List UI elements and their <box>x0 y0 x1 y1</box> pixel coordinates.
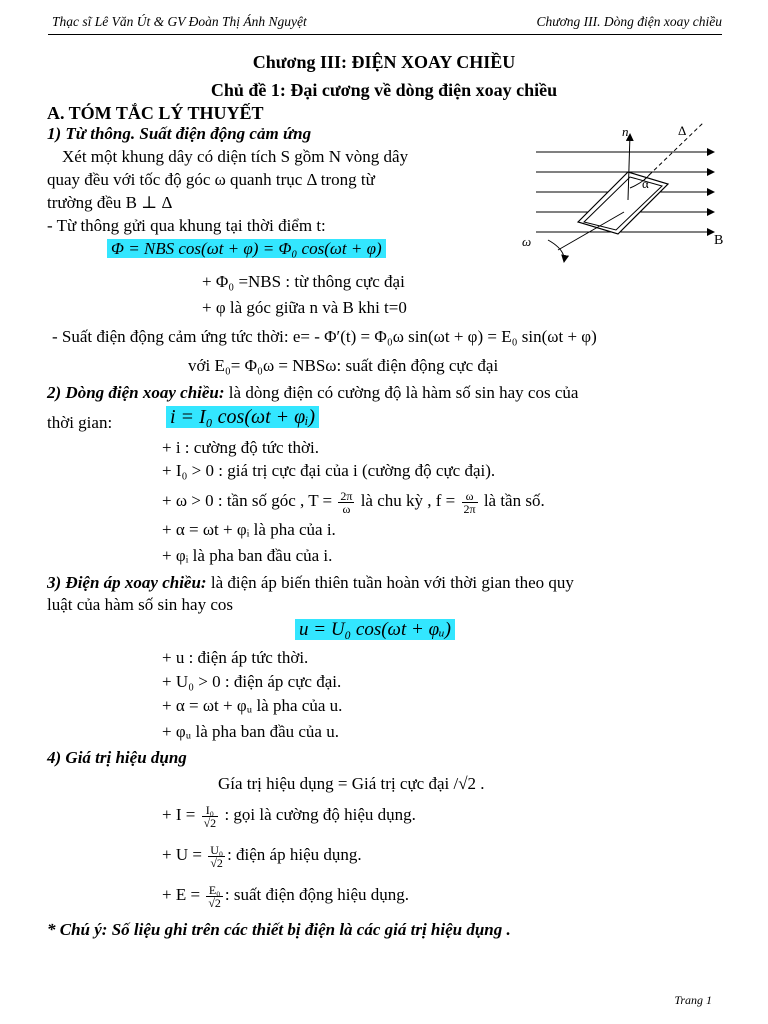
section-3-text-2: luật của hàm số sin hay cos <box>47 595 234 614</box>
section-3-text-1: là điện áp biến thiên tuần hoàn với thời gian theo quy <box>206 573 574 592</box>
flux-formula-text: Φ = NBS cos(ωt + φ) = Φ₀ cos(ωt + φ) <box>107 239 386 258</box>
s1-paragraph-line-3: trường đều B ⊥ Δ <box>47 193 173 212</box>
flux-max-bullet: + Φ₀ =NBS : từ thông cực đại <box>202 272 405 291</box>
current-formula <box>166 404 319 430</box>
rotating-coil-diagram <box>518 122 730 270</box>
s2-bullet-5: + φᵢ là pha ban đầu của i. <box>162 546 333 565</box>
frequency-denominator: 2π <box>463 501 476 516</box>
frequency-numerator: ω <box>462 490 478 503</box>
s2-bullet-3-c: là tần số. <box>479 491 545 510</box>
diagram-label-n: n <box>622 124 629 139</box>
diagram-label-B: B <box>714 233 724 248</box>
s4-bullet-1 <box>162 800 416 830</box>
s1-paragraph-line-2: quay đều với tốc độ góc ω quanh trục Δ trong từ <box>47 170 375 189</box>
emf-instant-line: - Suất điện động cảm ứng tức thời: e= - Φ′(t) = Φ₀ω sin(ωt + φ) = E₀ sin(ωt + φ) <box>52 327 597 346</box>
period-denominator: ω <box>342 501 351 516</box>
flux-formula <box>107 238 386 260</box>
diagram-label-omega: ω <box>522 234 532 249</box>
rms-rule: Gía trị hiệu dụng = Giá trị cực đại /√2 . <box>218 774 485 793</box>
s4-bullet-2-a: + U = <box>162 845 207 864</box>
s3-bullet-2: + U₀ > 0 : điện áp cực đại. <box>162 672 342 691</box>
diagram-label-alpha: α <box>642 176 649 191</box>
s4-bullet-3-a: + E = <box>162 885 205 904</box>
rms-voltage-denominator: √2 <box>210 855 223 870</box>
rms-current-fraction <box>202 804 219 829</box>
s4-bullet-2 <box>162 840 362 870</box>
page-number: Trang 1 <box>674 993 712 1007</box>
s3-bullet-4: + φᵤ là pha ban đầu của u. <box>162 722 339 741</box>
period-numerator: 2π <box>340 488 353 503</box>
s2-bullet-4: + α = ωt + φᵢ là pha của i. <box>162 520 336 539</box>
section-3-line-1 <box>47 573 574 593</box>
s2-bullet-3 <box>162 488 545 515</box>
s1-paragraph-line-1: Xét một khung dây có diện tích S gồm N vòng dây <box>62 147 409 166</box>
s3-bullet-3: + α = ωt + φᵤ là pha của u. <box>162 696 343 715</box>
header-chapter: Chương III. Dòng điện xoay chiều <box>536 14 722 29</box>
rms-voltage-fraction <box>208 844 225 869</box>
topic-title: Chủ đề 1: Đại cương về dòng điện xoay chiều <box>210 80 558 100</box>
s2-bullet-3-a: + ω > 0 : tần số góc , T = <box>162 491 337 510</box>
s4-bullet-2-b: : điện áp hiệu dụng. <box>227 845 362 864</box>
s1-paragraph-line-4: - Từ thông gửi qua khung tại thời điểm t: <box>47 216 326 235</box>
frequency-fraction <box>462 490 478 515</box>
chapter-title: Chương III: ĐIỆN XOAY CHIỀU <box>252 52 516 72</box>
s4-bullet-1-a: + I = <box>162 805 200 824</box>
s4-bullet-3 <box>162 880 409 910</box>
section-3-heading: 3) Điện áp xoay chiều: <box>47 573 207 592</box>
header-divider <box>48 34 722 35</box>
phase-angle-bullet: + φ là góc giữa n và B khi t=0 <box>202 298 407 317</box>
rms-current-numerator: I₀ <box>202 804 219 817</box>
current-formula-text: i = I₀ cos(ωt + φᵢ) <box>166 406 319 428</box>
section-1-heading: 1) Từ thông. Suất điện động cảm ứng <box>47 124 312 143</box>
header-author: Thạc sĩ Lê Văn Út & GV Đoàn Thị Ánh Nguyệt <box>52 14 307 29</box>
section-2-line-1 <box>47 383 578 403</box>
rms-current-denominator: √2 <box>203 815 217 830</box>
emf-max-line: với E₀= Φ₀ω = NBSω: suất điện động cực đại <box>188 356 499 375</box>
rms-emf-denominator: √2 <box>208 895 221 910</box>
section-a-heading: A. TÓM TẮC LÝ THUYẾT <box>47 103 264 123</box>
s4-bullet-1-b: : gọi là cường độ hiệu dụng. <box>220 805 416 824</box>
section-2-heading: 2) Dòng điện xoay chiều: <box>47 383 225 402</box>
s2-bullet-3-b: là chu kỳ , f = <box>356 491 460 510</box>
s3-bullet-1: + u : điện áp tức thời. <box>162 648 309 667</box>
s4-bullet-3-b: : suất điện động hiệu dụng. <box>224 885 410 904</box>
note: * Chú ý: Số liệu ghi trên các thiết bị điện là các giá trị hiệu dụng . <box>47 920 511 939</box>
rms-emf-numerator: E₀ <box>206 884 223 897</box>
s2-bullet-1: + i : cường độ tức thời. <box>162 438 319 457</box>
section-4-heading: 4) Giá trị hiệu dụng <box>47 748 187 767</box>
section-2-text-1: là dòng điện có cường độ là hàm số sin hay cos của <box>224 383 579 402</box>
diagram-label-delta: Δ <box>678 123 687 138</box>
voltage-formula-text: u = U₀ cos(ωt + φᵤ) <box>295 619 455 640</box>
section-2-text-2: thời gian: <box>47 413 113 432</box>
rms-emf-fraction <box>206 884 223 909</box>
period-fraction <box>338 490 354 515</box>
s2-bullet-2: + I₀ > 0 : giá trị cực đại của i (cường độ cực đại). <box>162 461 496 480</box>
voltage-formula <box>295 618 455 642</box>
rms-voltage-numerator: U₀ <box>210 842 224 857</box>
